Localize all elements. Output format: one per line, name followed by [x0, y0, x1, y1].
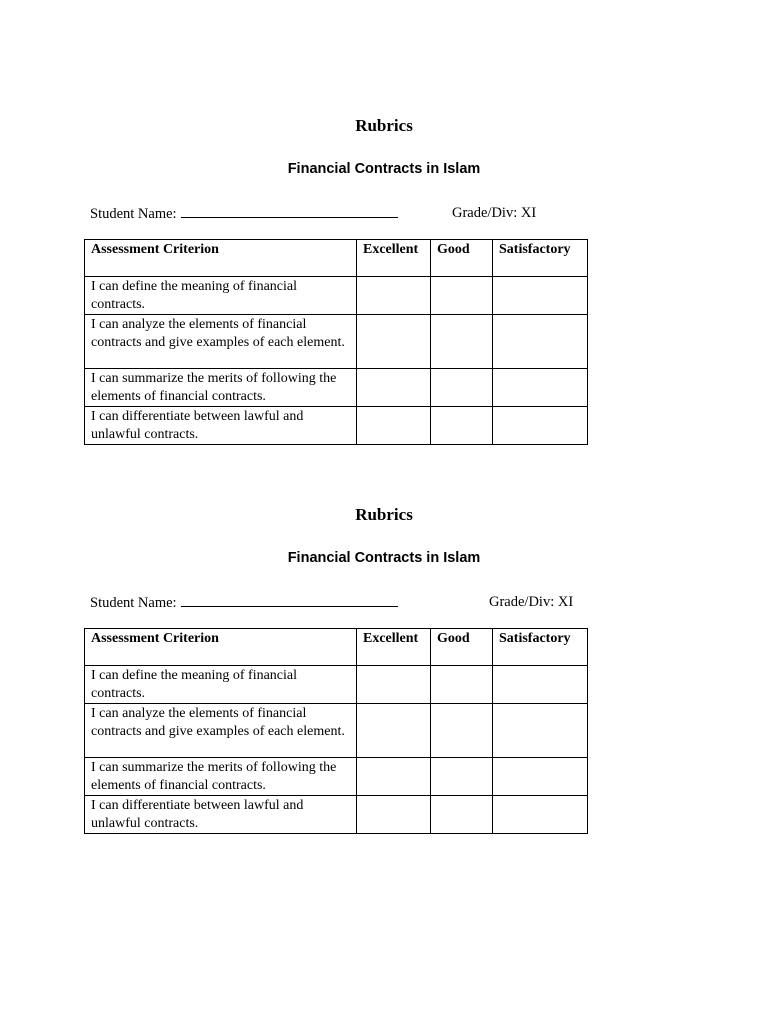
- rubric-subtitle: Financial Contracts in Islam: [287, 550, 481, 566]
- student-name-label: Student Name:: [90, 206, 177, 222]
- excellent-cell[interactable]: [357, 704, 431, 758]
- criterion-cell: I can analyze the elements of financial contracts and give examples of each element.: [85, 315, 357, 369]
- excellent-cell[interactable]: [357, 796, 431, 834]
- criterion-cell: I can summarize the merits of following the elements of financial contracts.: [85, 369, 357, 407]
- satisfactory-cell[interactable]: [493, 704, 588, 758]
- table-row: [85, 666, 588, 704]
- excellent-cell[interactable]: [357, 758, 431, 796]
- student-name-blank: [181, 205, 398, 218]
- criterion-cell: I can analyze the elements of financial contracts and give examples of each element.: [85, 704, 357, 758]
- header-excellent: Excellent: [357, 629, 431, 666]
- rubric-section-1: [0, 0, 768, 442]
- satisfactory-cell[interactable]: [493, 796, 588, 834]
- student-name-line: [90, 594, 398, 612]
- header-good: Good: [431, 240, 493, 277]
- student-name-blank: [181, 594, 398, 607]
- header-satisfactory: Satisfactory: [493, 629, 588, 666]
- grade-div-label: Grade/Div: XI: [489, 594, 574, 610]
- rubric-title: Rubrics: [355, 116, 413, 135]
- satisfactory-cell[interactable]: [493, 315, 588, 369]
- table-row: [85, 277, 588, 315]
- excellent-cell[interactable]: [357, 666, 431, 704]
- table-row: [85, 796, 588, 834]
- table-header-row: [85, 240, 588, 277]
- header-assessment-criterion: Assessment Criterion: [85, 240, 357, 277]
- table-row: [85, 315, 588, 369]
- good-cell[interactable]: [431, 666, 493, 704]
- grade-div-label: Grade/Div: XI: [452, 205, 537, 221]
- criterion-cell: I can differentiate between lawful and unlawful contracts.: [85, 796, 357, 834]
- table-row: [85, 758, 588, 796]
- header-satisfactory: Satisfactory: [493, 240, 588, 277]
- student-name-line: [90, 205, 398, 223]
- good-cell[interactable]: [431, 704, 493, 758]
- rubric-title: Rubrics: [355, 505, 413, 524]
- table-header-row: [85, 629, 588, 666]
- rubric-table: [84, 628, 588, 834]
- rubric-section-2: [0, 389, 768, 831]
- student-name-label: Student Name:: [90, 595, 177, 611]
- criterion-cell: I can summarize the merits of following the elements of financial contracts.: [85, 758, 357, 796]
- good-cell[interactable]: [431, 315, 493, 369]
- criterion-cell: I can define the meaning of financial contracts.: [85, 277, 357, 315]
- criterion-cell: I can define the meaning of financial contracts.: [85, 666, 357, 704]
- good-cell[interactable]: [431, 796, 493, 834]
- excellent-cell[interactable]: [357, 315, 431, 369]
- header-good: Good: [431, 629, 493, 666]
- good-cell[interactable]: [431, 277, 493, 315]
- header-assessment-criterion: Assessment Criterion: [85, 629, 357, 666]
- satisfactory-cell[interactable]: [493, 277, 588, 315]
- criterion-cell: I can differentiate between lawful and unlawful contracts.: [85, 407, 357, 445]
- good-cell[interactable]: [431, 758, 493, 796]
- rubric-subtitle: Financial Contracts in Islam: [287, 161, 481, 177]
- table-row: [85, 704, 588, 758]
- satisfactory-cell[interactable]: [493, 666, 588, 704]
- satisfactory-cell[interactable]: [493, 758, 588, 796]
- excellent-cell[interactable]: [357, 277, 431, 315]
- header-excellent: Excellent: [357, 240, 431, 277]
